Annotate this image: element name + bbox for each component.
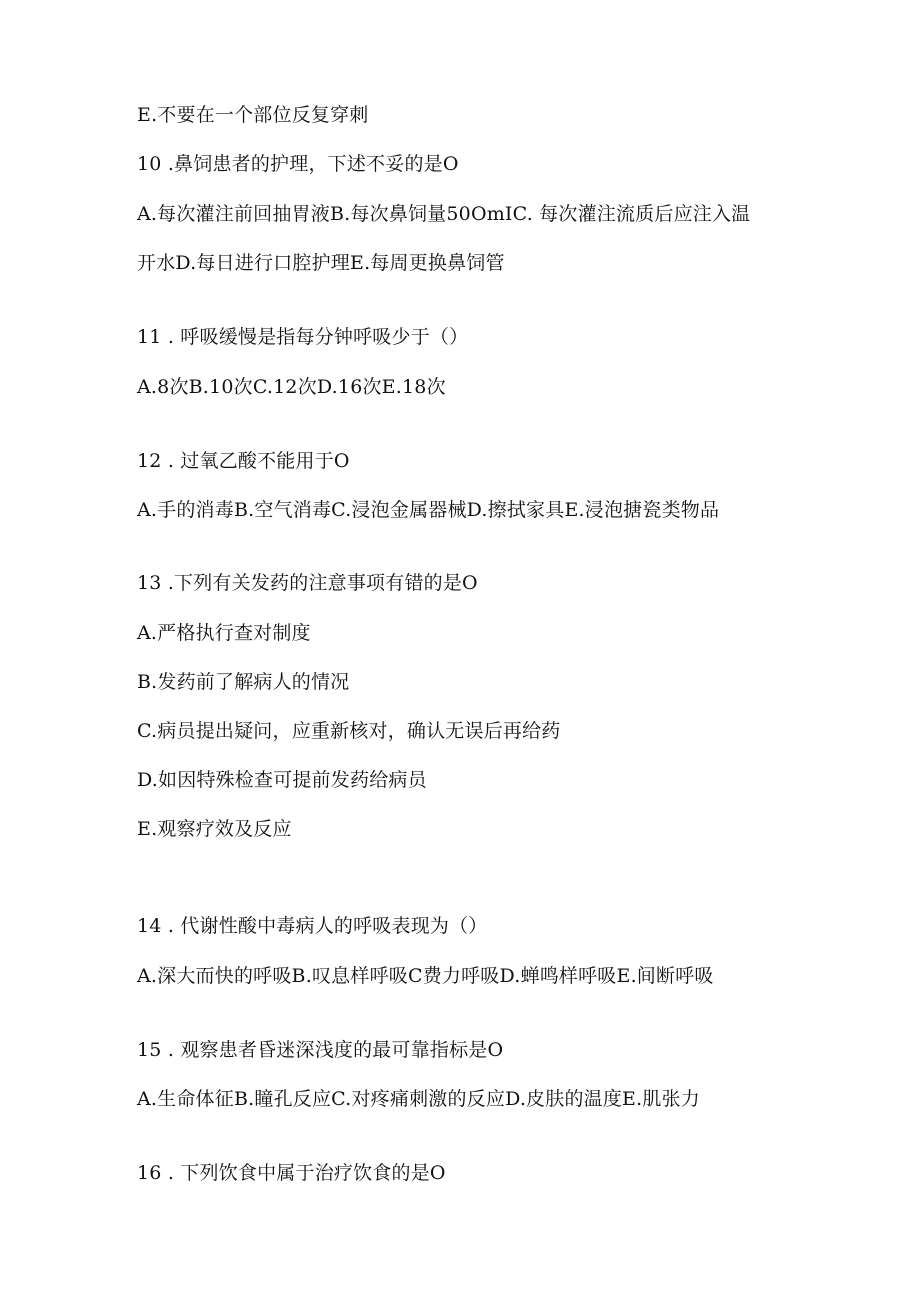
option-q13-b: B.发药前了解病人的情况 — [137, 671, 350, 693]
options-q14: A.深大而快的呼吸B.叹息样呼吸C费力呼吸D.蝉鸣样呼吸E.间断呼吸 — [137, 965, 714, 987]
question-16: 16 . 下列饮食中属于治疗饮食的是O — [137, 1162, 446, 1184]
option-q13-d: D.如因特殊检查可提前发药给病员 — [137, 769, 427, 791]
option-q13-c: C.病员提出疑问，应重新核对，确认无误后再给药 — [137, 720, 561, 742]
option-line-q9-e: E.不要在一个部位反复穿刺 — [137, 104, 369, 126]
question-13: 13 .下列有关发药的注意事项有错的是O — [137, 572, 478, 594]
question-12: 12 . 过氧乙酸不能用于O — [137, 450, 350, 472]
question-14: 14 . 代谢性酸中毒病人的呼吸表现为（） — [137, 915, 488, 937]
question-10: 10 .鼻饲患者的护理，下述不妥的是O — [137, 153, 459, 175]
question-15: 15 . 观察患者昏迷深浅度的最可靠指标是O — [137, 1039, 504, 1061]
options-q10-part1: A.每次灌注前回抽胃液B.每次鼻饲量50OmIC. 每次灌注流质后应注入温 — [137, 203, 751, 225]
question-11: 11 . 呼吸缓慢是指每分钟呼吸少于（） — [137, 326, 469, 348]
options-q12: A.手的消毒B.空气消毒C.浸泡金属器械D.擦拭家具E.浸泡搪瓷类物品 — [137, 499, 720, 521]
option-q13-e: E.观察疗效及反应 — [137, 818, 292, 840]
option-q13-a: A.严格执行查对制度 — [137, 622, 311, 644]
options-q11: A.8次B.10次C.12次D.16次E.18次 — [137, 376, 446, 398]
options-q10-part2: 开水D.每日进行口腔护理E.每周更换鼻饲管 — [137, 252, 505, 274]
options-q15: A.生命体征B.瞳孔反应C.对疼痛刺激的反应D.皮肤的温度E.肌张力 — [137, 1088, 700, 1110]
